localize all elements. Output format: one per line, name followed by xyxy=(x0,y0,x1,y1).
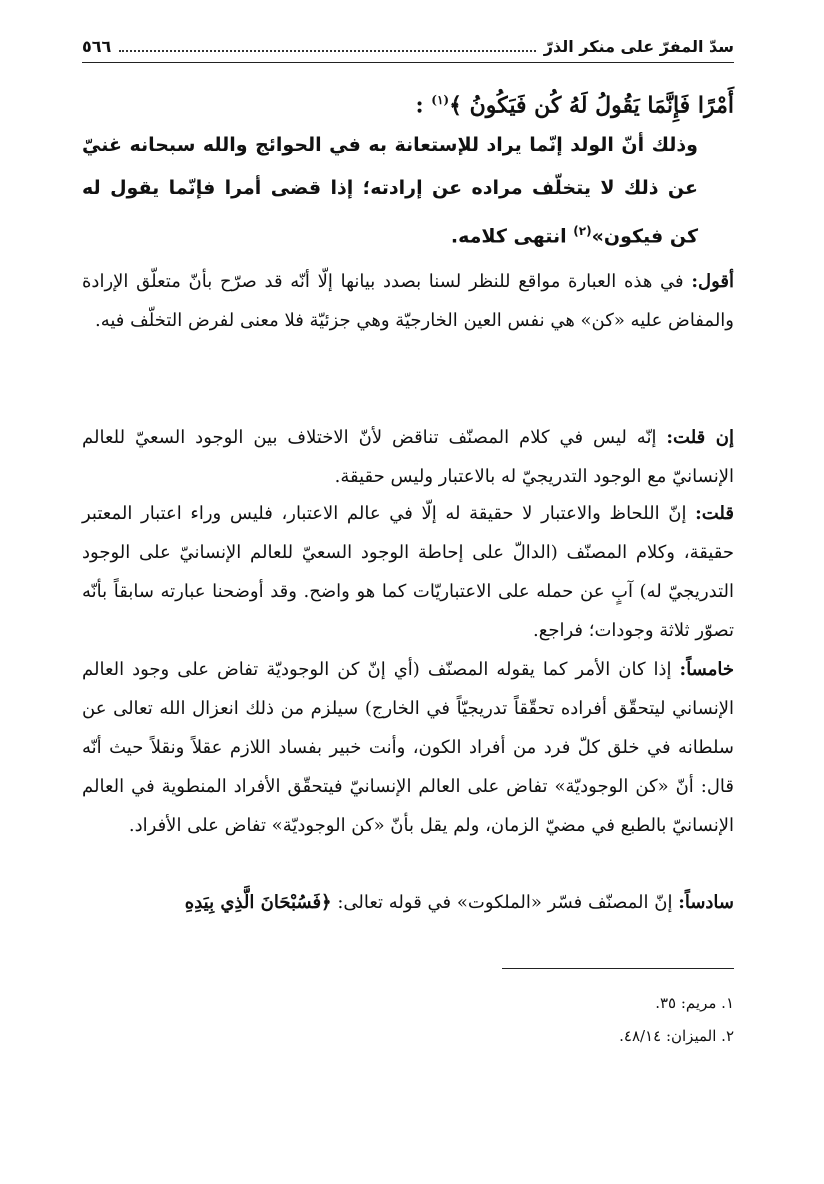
paragraph-lead: سادساً: xyxy=(678,892,734,913)
paragraph-sadisan xyxy=(82,883,734,922)
paragraph-text: إنّ المصنّف فسّر «الملكوت» في قوله تعالى: xyxy=(331,892,679,913)
page-header xyxy=(82,34,734,58)
paragraph-text: إنّ اللحاظ والاعتبار لا حقيقة له إلّا في عالم الاعتبار، فليس وراء اعتبار المعتبر حقيقة، وكلام المصنّف (الدالّ على إحاطة الوجود السعيّ للعالم الإنسانيّ على الوجود التدريجيّ له) آبٍ عن حمله على الاعتباريّات كما هو واضح. وقد أوضحنا عبارته سابقاً بأنّه تصوّر ثلاثة وجودات؛ فراجع. xyxy=(82,503,734,641)
page-number: ٥٦٦ xyxy=(82,36,112,56)
paragraph-lead: خامساً: xyxy=(679,659,734,680)
quran-verse-line xyxy=(82,82,734,123)
quran-verse-text: أَمْرًا فَإِنَّمَا يَقُولُ لَهُ كُن فَيَكُونُ ﴾ xyxy=(449,92,734,119)
header-dot-leader xyxy=(119,50,535,52)
footnote-ref-2: (٢) xyxy=(573,224,592,238)
paragraph-text: إذا كان الأمر كما يقوله المصنّف (أي إنّ كن الوجوديّة تفاض على وجود العالم الإنساني ليتحقّق أفراده تحقّقاً تدريجيّاً في الخارج) سيلزم من ذلك انعزال الله تعالى عن سلطانه في خلق كلّ فرد من أفراد الكون، وأنت خبير بفساد اللازم عقلاً ونقلاً حيث أنّه قال: أنّ «كن الوجوديّة» تفاض على العالم الإنسانيّ فيتحقّق الأفراد المنطوية في العالم الإنسانيّ بالطبع في مضيّ الزمان، ولم يقل بأنّ «كن الوجوديّة» تفاض على الأفراد. xyxy=(82,659,734,836)
paragraph-khamisan xyxy=(82,650,734,845)
footnote-separator xyxy=(502,968,734,969)
paragraph-lead: إن قلت: xyxy=(666,427,734,448)
footnote-2: ٢. الميزان: ٤٨/١٤. xyxy=(619,1027,734,1045)
paragraph-text: في هذه العبارة مواقع للنظر لسنا بصدد بيانها إلّا أنّه قد صرّح بأنّ متعلّق الإرادة والمفاض عليه «كن» هي نفس العين الخارجيّة وهي جزئيّة فلا معنى لفرض التخلّف فيه. xyxy=(82,271,734,331)
running-title: سدّ المفرّ على منكر الذرّ xyxy=(543,36,734,56)
quran-verse-colon: : xyxy=(415,92,424,119)
paragraph-in-qulta xyxy=(82,418,734,496)
quote-text: وذلك أنّ الولد إنّما يراد للإستعانة به في الحوائج والله سبحانه غنيّ عن ذلك لا يتخلّف مراده عن إرادته؛ إذا قضى أمرا فإنّما يقول له كن فيكون» xyxy=(82,134,698,248)
paragraph-lead: قلت: xyxy=(695,503,734,524)
footnote-1: ١. مريم: ٣٥. xyxy=(655,994,734,1012)
quran-quote-inline: ﴿فَسُبْحَانَ الَّذِي بِيَدِهِ xyxy=(184,892,332,913)
paragraph-text: إنّه ليس في كلام المصنّف تناقض لأنّ الاختلاف بين الوجود السعيّ للعالم الإنسانيّ مع الوجود التدريجيّ له بالاعتبار وليس حقيقة. xyxy=(82,427,734,487)
quoted-passage xyxy=(82,124,734,258)
paragraph-qultu xyxy=(82,494,734,650)
paragraph-aqulu xyxy=(82,262,734,340)
paragraph-lead: أقول: xyxy=(691,271,734,292)
quote-tail: انتهى كلامه. xyxy=(450,225,574,248)
header-rule xyxy=(82,62,734,63)
footnote-ref-1: (١) xyxy=(431,93,450,107)
